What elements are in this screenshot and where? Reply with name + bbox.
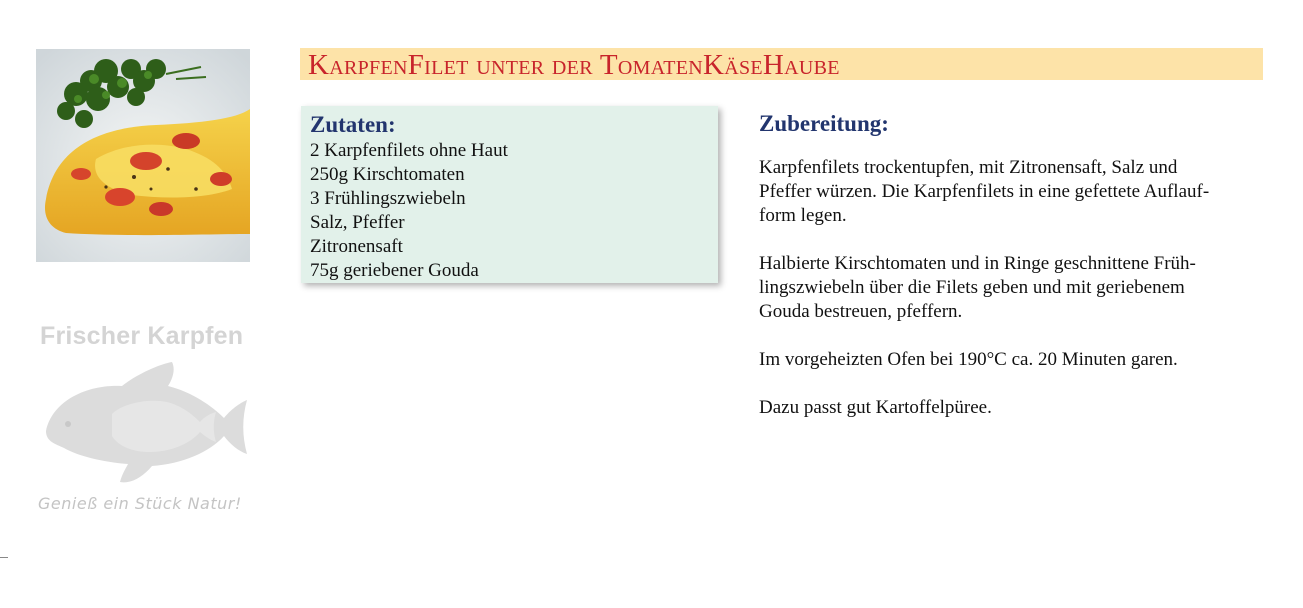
ingredient-item: 250g Kirschtomaten (310, 164, 465, 185)
recipe-title: KarpfenFilet unter der TomatenKäseHaube (308, 49, 840, 81)
preparation-step: Karpfenfilets trockentupfen, mit Zitronensaft, Salz und Pfeffer würzen. Die Karpfenfilets in eine gefettete Auflauf- form legen. (759, 157, 1210, 226)
ingredients-list (310, 139, 709, 283)
preparation-heading: Zubereitung: (759, 111, 889, 136)
ingredient-item: Zitronensaft (310, 236, 403, 257)
title-bar (300, 48, 1263, 80)
carp-icon (42, 356, 247, 486)
ingredients-box (301, 106, 718, 283)
preparation-step: Dazu passt gut Kartoffelpüree. (759, 397, 992, 418)
preparation-step: Halbierte Kirschtomaten und in Ringe geschnittene Früh- lingszwiebeln über die Filets geben und mit geriebenem Gouda bestreuen, pfeffern. (759, 253, 1196, 322)
ingredient-item: 3 Frühlingszwiebeln (310, 188, 466, 209)
dish-photo (36, 49, 250, 262)
preparation-step: Im vorgeheizten Ofen bei 190°C ca. 20 Minuten garen. (759, 349, 1178, 370)
logo-slogan: Genieß ein Stück Natur! (38, 494, 242, 513)
ingredient-item: 2 Karpfenfilets ohne Haut (310, 140, 508, 161)
crop-mark (0, 557, 8, 558)
ingredient-item: 75g geriebener Gouda (310, 260, 479, 281)
preparation-section (759, 110, 1279, 444)
ingredients-heading: Zutaten: (310, 112, 396, 137)
logo-title: Frischer Karpfen (40, 322, 244, 350)
frischer-karpfen-logo (36, 322, 250, 518)
ingredient-item: Salz, Pfeffer (310, 212, 405, 233)
